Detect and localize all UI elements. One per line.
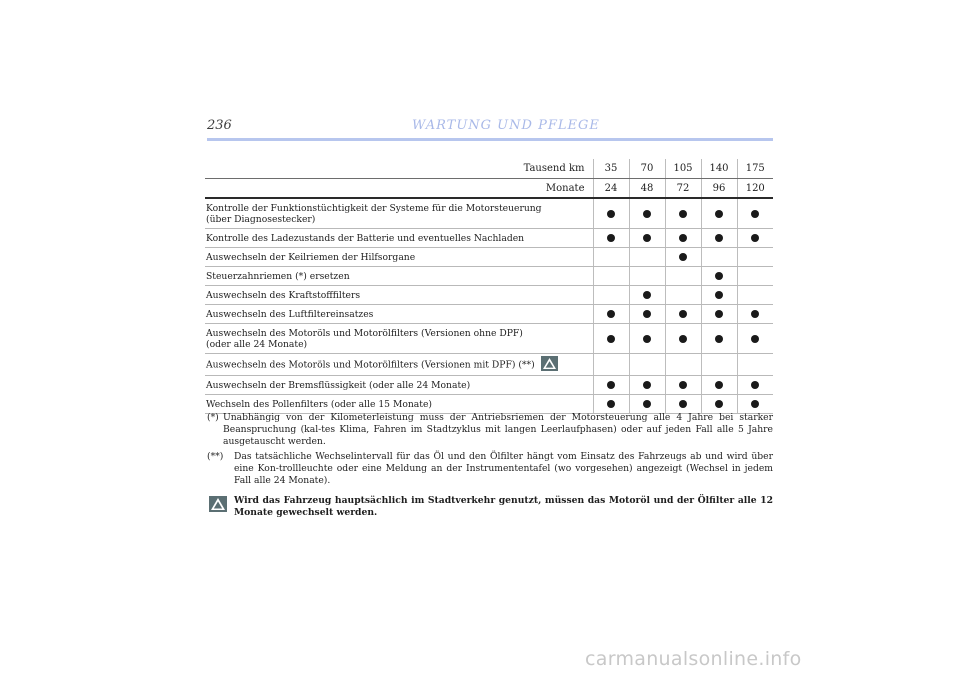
- scheduled-dot: [715, 291, 723, 299]
- section-title: WARTUNG UND PFLEGE: [412, 118, 600, 133]
- scheduled-dot: [679, 335, 687, 343]
- task-description: [205, 354, 593, 376]
- task-description: [205, 305, 593, 324]
- schedule-cell: [701, 286, 737, 305]
- schedule-cell: [665, 267, 701, 286]
- footnote-2: [207, 451, 773, 487]
- task-text-line: Auswechseln des Kraftstofffilters: [206, 290, 361, 301]
- schedule-cell: [665, 286, 701, 305]
- scheduled-dot: [607, 234, 615, 242]
- task-description: [205, 395, 593, 414]
- schedule-cell: [737, 248, 773, 267]
- schedule-cell: [593, 198, 629, 229]
- km-header-row-value: 175: [737, 159, 773, 179]
- footnote-1: [207, 412, 773, 448]
- scheduled-dot: [751, 381, 759, 389]
- task-description: [205, 324, 593, 354]
- schedule-cell: [737, 286, 773, 305]
- km-header-row-value: 140: [701, 159, 737, 179]
- schedule-cell: [701, 395, 737, 414]
- scheduled-dot: [715, 381, 723, 389]
- page-number: 236: [207, 118, 232, 133]
- scheduled-dot: [679, 381, 687, 389]
- footnote-marker: (*): [207, 412, 219, 423]
- maintenance-schedule-table: [205, 159, 773, 414]
- schedule-cell: [665, 248, 701, 267]
- schedule-cell: [737, 198, 773, 229]
- table-row: [205, 198, 773, 229]
- schedule-cell: [593, 305, 629, 324]
- scheduled-dot: [751, 400, 759, 408]
- schedule-cell: [629, 324, 665, 354]
- task-description: [205, 267, 593, 286]
- task-text-line: Auswechseln der Bremsflüssigkeit (oder alle 24 Monate): [206, 380, 471, 391]
- scheduled-dot: [607, 310, 615, 318]
- table-row: [205, 305, 773, 324]
- schedule-cell: [629, 198, 665, 229]
- scheduled-dot: [751, 210, 759, 218]
- schedule-cell: [665, 198, 701, 229]
- scheduled-dot: [607, 210, 615, 218]
- scheduled-dot: [643, 234, 651, 242]
- scheduled-dot: [751, 234, 759, 242]
- schedule-cell: [629, 354, 665, 376]
- schedule-cell: [701, 376, 737, 395]
- scheduled-dot: [679, 234, 687, 242]
- task-text-line: Auswechseln des Motoröls und Motorölfilters (Versionen mit DPF) (**): [206, 359, 535, 371]
- schedule-cell: [593, 267, 629, 286]
- schedule-cell: [629, 229, 665, 248]
- scheduled-dot: [715, 272, 723, 280]
- footnote-text: Unabhängig von der Kilometerleistung muss der Antriebsriemen der Motorsteuerung alle 4 Jahre bei starker Beanspruchung (kal-tes Klima, Fahren im Stadtzyklus mit langen Leerlaufphasen) oder auf jeden Fall alle 5 Jahre ausgetauscht werden.: [223, 412, 773, 447]
- schedule-cell: [593, 286, 629, 305]
- watermark: carmanualsonline.info: [585, 648, 802, 670]
- task-description: [205, 229, 593, 248]
- scheduled-dot: [679, 310, 687, 318]
- task-description: [205, 248, 593, 267]
- schedule-cell: [629, 267, 665, 286]
- scheduled-dot: [679, 253, 687, 261]
- table-row: [205, 354, 773, 376]
- schedule-cell: [629, 395, 665, 414]
- schedule-cell: [629, 305, 665, 324]
- scheduled-dot: [715, 210, 723, 218]
- scheduled-dot: [643, 335, 651, 343]
- schedule-cell: [665, 229, 701, 248]
- task-text-line: (über Diagnosestecker): [206, 214, 316, 225]
- table-row: [205, 376, 773, 395]
- task-description: [205, 376, 593, 395]
- warning-note: [207, 495, 773, 519]
- scheduled-dot: [715, 310, 723, 318]
- task-text-line: Wechseln des Pollenfilters (oder alle 15 Monate): [206, 399, 432, 410]
- task-text-line: Kontrolle des Ladezustands der Batterie und eventuelles Nachladen: [206, 233, 525, 244]
- header-rule: [207, 138, 773, 141]
- warning-triangle-icon: [209, 496, 227, 516]
- task-description: [205, 198, 593, 229]
- scheduled-dot: [607, 400, 615, 408]
- schedule-cell: [629, 248, 665, 267]
- schedule-cell: [701, 267, 737, 286]
- schedule-cell: [737, 395, 773, 414]
- schedule-cell: [593, 229, 629, 248]
- table-row: [205, 286, 773, 305]
- schedule-cell: [629, 286, 665, 305]
- scheduled-dot: [643, 210, 651, 218]
- schedule-cell: [665, 376, 701, 395]
- months-header-row-value: 96: [701, 179, 737, 199]
- scheduled-dot: [643, 291, 651, 299]
- months-header-row-value: 72: [665, 179, 701, 199]
- km-header-row-value: 70: [629, 159, 665, 179]
- schedule-cell: [665, 395, 701, 414]
- scheduled-dot: [607, 335, 615, 343]
- table-row: [205, 248, 773, 267]
- scheduled-dot: [715, 234, 723, 242]
- warning-note-text: Wird das Fahrzeug hauptsächlich im Stadtverkehr genutzt, müssen das Motoröl und der Ölfilter alle 12 Monate gewechselt werden.: [234, 495, 773, 518]
- schedule-cell: [701, 324, 737, 354]
- months-header-row-value: 120: [737, 179, 773, 199]
- table-row: [205, 267, 773, 286]
- scheduled-dot: [715, 335, 723, 343]
- schedule-cell: [593, 395, 629, 414]
- warning-triangle-icon: [541, 356, 558, 374]
- schedule-cell: [665, 305, 701, 324]
- schedule-cell: [593, 324, 629, 354]
- months-header-row: [205, 179, 773, 199]
- months-header-row-value: 24: [593, 179, 629, 199]
- task-text-line: Auswechseln der Keilriemen der Hilfsorgane: [206, 252, 416, 263]
- page-header: [207, 118, 773, 140]
- km-header-row: [205, 159, 773, 179]
- table-row: [205, 324, 773, 354]
- km-header-row-value: 35: [593, 159, 629, 179]
- footnote-marker: (**): [207, 451, 224, 462]
- schedule-cell: [593, 376, 629, 395]
- scheduled-dot: [679, 400, 687, 408]
- scheduled-dot: [679, 210, 687, 218]
- km-header-row-label: Tausend km: [205, 159, 593, 179]
- months-header-row-label: Monate: [205, 179, 593, 199]
- schedule-cell: [737, 376, 773, 395]
- schedule-cell: [701, 305, 737, 324]
- table-row: [205, 395, 773, 414]
- scheduled-dot: [715, 400, 723, 408]
- task-text-line: Auswechseln des Luftfiltereinsatzes: [206, 309, 374, 320]
- months-header-row-value: 48: [629, 179, 665, 199]
- task-text-line: (oder alle 24 Monate): [206, 339, 308, 350]
- schedule-cell: [737, 305, 773, 324]
- schedule-cell: [665, 324, 701, 354]
- schedule-cell: [737, 267, 773, 286]
- schedule-cell: [593, 248, 629, 267]
- schedule-cell: [665, 354, 701, 376]
- task-description: [205, 286, 593, 305]
- scheduled-dot: [643, 381, 651, 389]
- schedule-cell: [701, 229, 737, 248]
- scheduled-dot: [643, 310, 651, 318]
- scheduled-dot: [751, 310, 759, 318]
- task-text-line: Auswechseln des Motoröls und Motorölfilters (Versionen ohne DPF): [206, 328, 523, 339]
- schedule-cell: [701, 198, 737, 229]
- scheduled-dot: [607, 381, 615, 389]
- km-header-row-value: 105: [665, 159, 701, 179]
- footnotes: [207, 412, 773, 519]
- task-text-line: Kontrolle der Funktionstüchtigkeit der Systeme für die Motorsteuerung: [206, 203, 542, 214]
- table-row: [205, 229, 773, 248]
- schedule-cell: [593, 354, 629, 376]
- schedule-cell: [629, 376, 665, 395]
- schedule-cell: [737, 354, 773, 376]
- schedule-cell: [737, 324, 773, 354]
- scheduled-dot: [751, 335, 759, 343]
- scheduled-dot: [643, 400, 651, 408]
- schedule-cell: [701, 354, 737, 376]
- task-text-line: Steuerzahnriemen (*) ersetzen: [206, 271, 350, 282]
- schedule-cell: [737, 229, 773, 248]
- footnote-text: Das tatsächliche Wechselintervall für das Öl und den Ölfilter hängt vom Einsatz des Fahrzeugs ab und wird über eine Kon-trollleuchte oder eine Meldung an der Instrumententafel (wo vorgesehen) angezeigt (Wechsel in jedem Fall alle 24 Monate).: [234, 451, 773, 486]
- schedule-cell: [701, 248, 737, 267]
